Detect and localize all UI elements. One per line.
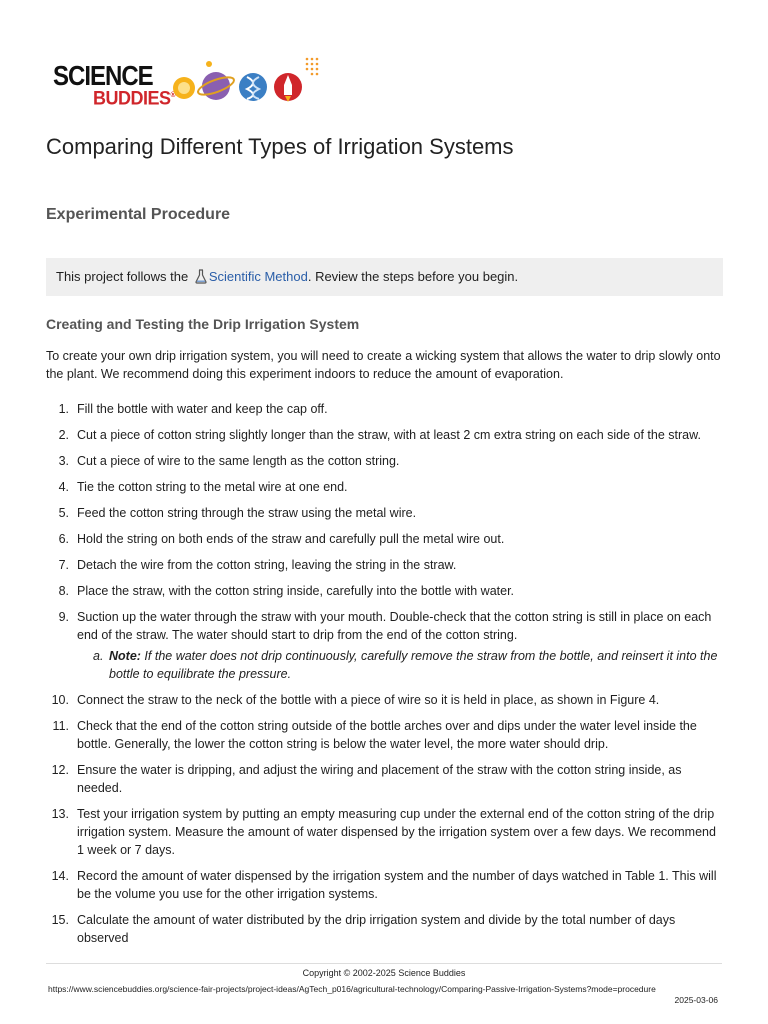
list-item: 13. Test your irrigation system by putting an empty measuring cup under the external end of the cotton string of the drip irrigation system. Measure the amount of water dispensed by the irrigation system over a few days. We recommend 1 week or 7 days. [51,807,716,857]
list-item: 14. Record the amount of water dispensed by the irrigation system and the number of days watched in Table 1. This will be the volume you use for the other irrigation systems. [51,869,717,901]
note-text-before: This project follows the [56,269,192,284]
copyright: Copyright © 2002-2025 Science Buddies [302,968,466,978]
intro-paragraph: To create your own drip irrigation system, you will need to create a wicking system that allows the water to drip slowly onto the plant. We recommend doing this experiment indoors to reduce the amount of evaporation. [46,349,721,381]
list-item: 3. Cut a piece of wire to the same length as the cotton string. [58,454,400,468]
science-buddies-logo[interactable] [53,55,323,115]
list-item: 7. Detach the wire from the cotton string, leaving the string in the straw. [58,558,457,572]
list-item: 5. Feed the cotton string through the straw using the metal wire. [58,506,417,520]
subheading: Creating and Testing the Drip Irrigation System [46,316,360,332]
page-url[interactable]: https://www.sciencebuddies.org/science-fair-projects/project-ideas/AgTech_p016/agricultural-technology/Comparing-Passive-Irrigation-Systems?mode=procedure [48,984,656,994]
list-item: 9. Suction up the water through the straw with your mouth. Double-check that the cotton string is still in place on each end of the straw. The water should start to drip from the end of the cotton string. a. Note: If the water does not drip continuously, carefully remove the straw from the bottle, and reinsert it into the bottle to equilibrate the pressure. [46,608,726,683]
logo-word-buddies: BUDDIES® [93,87,176,109]
list-item: 11. Check that the end of the cotton string outside of the bottle arches over and dips under the water level inside the bottle. Generally, the lower the cotton string is below the water level, the more water should drip. [52,719,697,751]
list-item: 15. Calculate the amount of water distributed by the drip irrigation system and divide by the total number of days observed [51,913,676,945]
print-date: 2025-03-06 [674,995,718,1005]
list-item: 8. Place the straw, with the cotton string inside, carefully into the bottle with water. [58,584,515,598]
scientific-method-note [46,258,723,296]
logo-word-science: SCIENCE [53,61,153,93]
sub-list-item: a. Note: If the water does not drip continuously, carefully remove the straw from the bottle, and reinsert it into the bottle to equilibrate the pressure. [93,649,718,681]
list-item: 4. Tie the cotton string to the metal wire at one end. [58,480,348,494]
page-title: Comparing Different Types of Irrigation Systems [46,134,514,159]
scientific-method-link[interactable]: Scientific Method [208,269,308,284]
footer-divider [46,963,722,964]
flask-icon [195,261,207,299]
procedure-steps [46,400,726,955]
section-heading: Experimental Procedure [46,206,231,223]
list-item: 1. Fill the bottle with water and keep the cap off. [58,402,328,416]
logo-science-icons [171,55,323,115]
list-item: 10. Connect the straw to the neck of the bottle with a piece of wire so it is held in place, as shown in Figure 4. [51,693,660,707]
list-item: 12. Ensure the water is dripping, and adjust the wiring and placement of the straw with the cotton string inside, as needed. [51,763,682,795]
list-item: 6. Hold the string on both ends of the straw and carefully pull the metal wire out. [58,532,505,546]
atom-icon [202,72,230,100]
note-text-after: . Review the steps before you begin. [307,269,519,284]
list-item: 2. Cut a piece of cotton string slightly longer than the straw, with at least 2 cm extra string on each side of the straw. [58,428,701,442]
